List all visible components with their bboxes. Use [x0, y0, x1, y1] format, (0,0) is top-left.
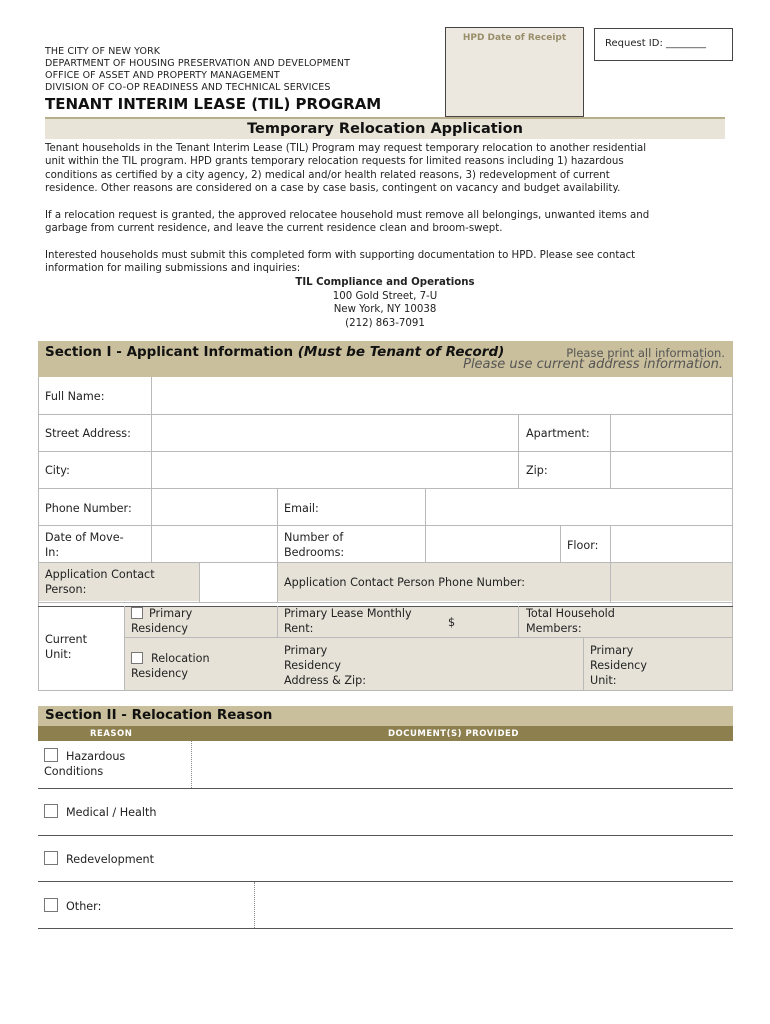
- agency-line-4: DIVISION OF CO-OP READINESS AND TECHNICAL SERVICES: [45, 82, 331, 93]
- other-checkbox[interactable]: [44, 898, 58, 912]
- reason-hazardous[interactable]: [44, 748, 125, 779]
- relocation-residency-option[interactable]: [131, 651, 210, 681]
- apartment-field[interactable]: [611, 415, 732, 451]
- primary-residency-text-2: Residency: [131, 622, 188, 635]
- move-in-date-label-line1: Date of Move-: [45, 531, 124, 544]
- reason-medical[interactable]: [44, 804, 156, 820]
- section1-header: [38, 341, 733, 377]
- lease-rent-label-line1: Primary Lease Monthly: [284, 607, 412, 620]
- full-name-field[interactable]: [152, 377, 732, 414]
- move-in-date-label: [45, 530, 124, 560]
- reason-table: [38, 741, 733, 931]
- relocation-residency-text-1: Relocation: [151, 652, 210, 665]
- hazardous-documents-field[interactable]: [193, 741, 733, 788]
- primary-residency-option[interactable]: [131, 606, 192, 636]
- other-specify-field[interactable]: [138, 882, 253, 928]
- intro-p1-line: unit within the TIL program. HPD grants temporary relocation requests for limited reasons including 1) hazardous: [45, 156, 624, 168]
- relocation-residency-checkbox[interactable]: [131, 652, 143, 664]
- intro-p1-line: Tenant households in the Tenant Interim Lease (TIL) Program may request temporary relocation to another residential: [45, 143, 647, 154]
- contact-person-label-line1: Application Contact: [45, 568, 155, 581]
- primary-unit-field[interactable]: [668, 638, 732, 690]
- relocation-residency-text-2: Residency: [131, 667, 188, 680]
- intro-p3-line: information for mailing submissions and inquiries:: [45, 263, 301, 275]
- household-members-label-line1: Total Household: [526, 607, 615, 620]
- lease-rent-label-line2: Rent:: [284, 622, 314, 635]
- contact-street: 100 Gold Street, 7-U: [332, 291, 438, 302]
- primary-address-label-line1: Primary: [284, 644, 328, 657]
- primary-address-label-line3: Address & Zip:: [284, 674, 367, 687]
- contact-phone-field[interactable]: [611, 563, 732, 601]
- intro-p2-line: If a relocation request is granted, the approved relocatee household must remove all belongings, unwanted items and: [45, 210, 650, 221]
- primary-address-label: [284, 643, 366, 688]
- primary-unit-label-line1: Primary: [590, 644, 634, 657]
- request-id-label: Request ID:: [605, 38, 663, 49]
- agency-line-2: DEPARTMENT OF HOUSING PRESERVATION AND DEVELOPMENT: [45, 58, 350, 69]
- street-address-label: Street Address:: [45, 427, 131, 440]
- contact-city: New York, NY 10038: [333, 304, 437, 315]
- floor-field[interactable]: [611, 526, 732, 562]
- intro-p2-line: garbage from current residence, and leave the current residence clean and broom-swept.: [45, 223, 503, 235]
- intro-paragraph-2: [45, 209, 649, 236]
- intro-paragraph-1: [45, 142, 646, 196]
- applicant-info-table: [38, 377, 733, 691]
- contact-person-label: [45, 567, 155, 597]
- hazardous-text-2: Conditions: [44, 765, 104, 778]
- redevelopment-text: Redevelopment: [66, 853, 154, 866]
- zip-label: Zip:: [526, 464, 548, 477]
- reason-other[interactable]: [44, 898, 101, 914]
- apartment-label: Apartment:: [526, 427, 590, 440]
- bedrooms-label-line2: Bedrooms:: [284, 546, 345, 559]
- dollar-sign: $: [448, 616, 456, 629]
- city-field[interactable]: [152, 452, 518, 488]
- primary-address-label-line2: Residency: [284, 659, 341, 672]
- phone-field[interactable]: [152, 489, 276, 525]
- household-members-label: [526, 606, 615, 636]
- redevelopment-documents-field[interactable]: [193, 836, 733, 881]
- street-address-field[interactable]: [152, 415, 518, 451]
- intro-p1-line: conditions as certified by a city agency, 2) medical and/or health related reasons, 3) redevelopment of current: [45, 169, 610, 181]
- primary-residency-text-1: Primary: [149, 607, 193, 620]
- primary-unit-label: [590, 643, 647, 688]
- hpd-receipt-box: [445, 27, 584, 117]
- request-id-box[interactable]: [594, 28, 733, 61]
- intro-paragraph-3: [45, 249, 635, 276]
- current-unit-label: [45, 632, 87, 662]
- section2-header: [38, 706, 733, 726]
- email-label: Email:: [284, 502, 319, 515]
- lease-rent-field[interactable]: [458, 607, 518, 637]
- bedrooms-label: [284, 530, 344, 560]
- primary-address-field[interactable]: [418, 638, 618, 690]
- other-text: Other:: [66, 900, 102, 913]
- city-label: City:: [45, 464, 70, 477]
- section1-note-print: Please print all information.: [566, 346, 725, 360]
- section1-title: [45, 344, 504, 360]
- floor-label: Floor:: [567, 539, 599, 552]
- reason-table-header: [38, 726, 733, 741]
- redevelopment-checkbox[interactable]: [44, 851, 58, 865]
- bedrooms-field[interactable]: [426, 526, 560, 562]
- agency-line-3: OFFICE OF ASSET AND PROPERTY MANAGEMENT: [45, 70, 280, 81]
- section1-title-italic: (Must be Tenant of Record): [297, 344, 505, 360]
- current-unit-label-line1: Current: [45, 633, 88, 646]
- phone-label: Phone Number:: [45, 502, 132, 515]
- hazardous-checkbox[interactable]: [44, 748, 58, 762]
- form-title: Temporary Relocation Application: [45, 117, 725, 139]
- contact-person-field[interactable]: [200, 563, 276, 601]
- primary-unit-label-line3: Unit:: [590, 674, 617, 687]
- move-in-date-field[interactable]: [152, 526, 276, 562]
- medical-checkbox[interactable]: [44, 804, 58, 818]
- request-id-blank: ________: [666, 38, 707, 49]
- contact-phone-label: Application Contact Person Phone Number:: [284, 576, 526, 589]
- full-name-label: Full Name:: [45, 390, 105, 403]
- medical-documents-field[interactable]: [193, 789, 733, 835]
- section1-note-address: Please use current address information.: [463, 357, 723, 372]
- reason-column-header: REASON: [90, 729, 133, 739]
- primary-unit-label-line2: Residency: [590, 659, 647, 672]
- contact-person-label-line2: Person:: [45, 583, 87, 596]
- lease-rent-label: [284, 606, 412, 636]
- hpd-receipt-label: HPD Date of Receipt: [462, 33, 567, 43]
- zip-field[interactable]: [611, 452, 732, 488]
- agency-line-1: THE CITY OF NEW YORK: [45, 46, 161, 57]
- household-members-label-line2: Members:: [526, 622, 582, 635]
- section1-title-text: Section I - Applicant Information: [45, 344, 294, 360]
- program-title: TENANT INTERIM LEASE (TIL) PROGRAM: [45, 95, 382, 113]
- medical-text: Medical / Health: [66, 806, 157, 819]
- other-documents-field[interactable]: [256, 882, 733, 928]
- household-members-field[interactable]: [638, 607, 732, 637]
- bedrooms-label-line1: Number of: [284, 531, 344, 544]
- reason-redevelopment[interactable]: [44, 851, 154, 867]
- contact-phone: (212) 863-7091: [345, 318, 425, 329]
- documents-column-header: DOCUMENT(S) PROVIDED: [388, 729, 519, 739]
- move-in-date-label-line2: In:: [45, 546, 60, 559]
- email-field[interactable]: [426, 489, 732, 525]
- section2-title: Section II - Relocation Reason: [45, 707, 273, 723]
- intro-p1-line: residence. Other reasons are considered on a case by case basis, contingent on vacancy and budget availability.: [45, 183, 621, 195]
- hazardous-text-1: Hazardous: [66, 750, 126, 763]
- primary-residency-checkbox[interactable]: [131, 607, 143, 619]
- current-unit-label-line2: Unit:: [45, 648, 72, 661]
- intro-p3-line: Interested households must submit this completed form with supporting documentation to HPD. Please see contact: [45, 250, 636, 261]
- contact-name: TIL Compliance and Operations: [295, 277, 475, 288]
